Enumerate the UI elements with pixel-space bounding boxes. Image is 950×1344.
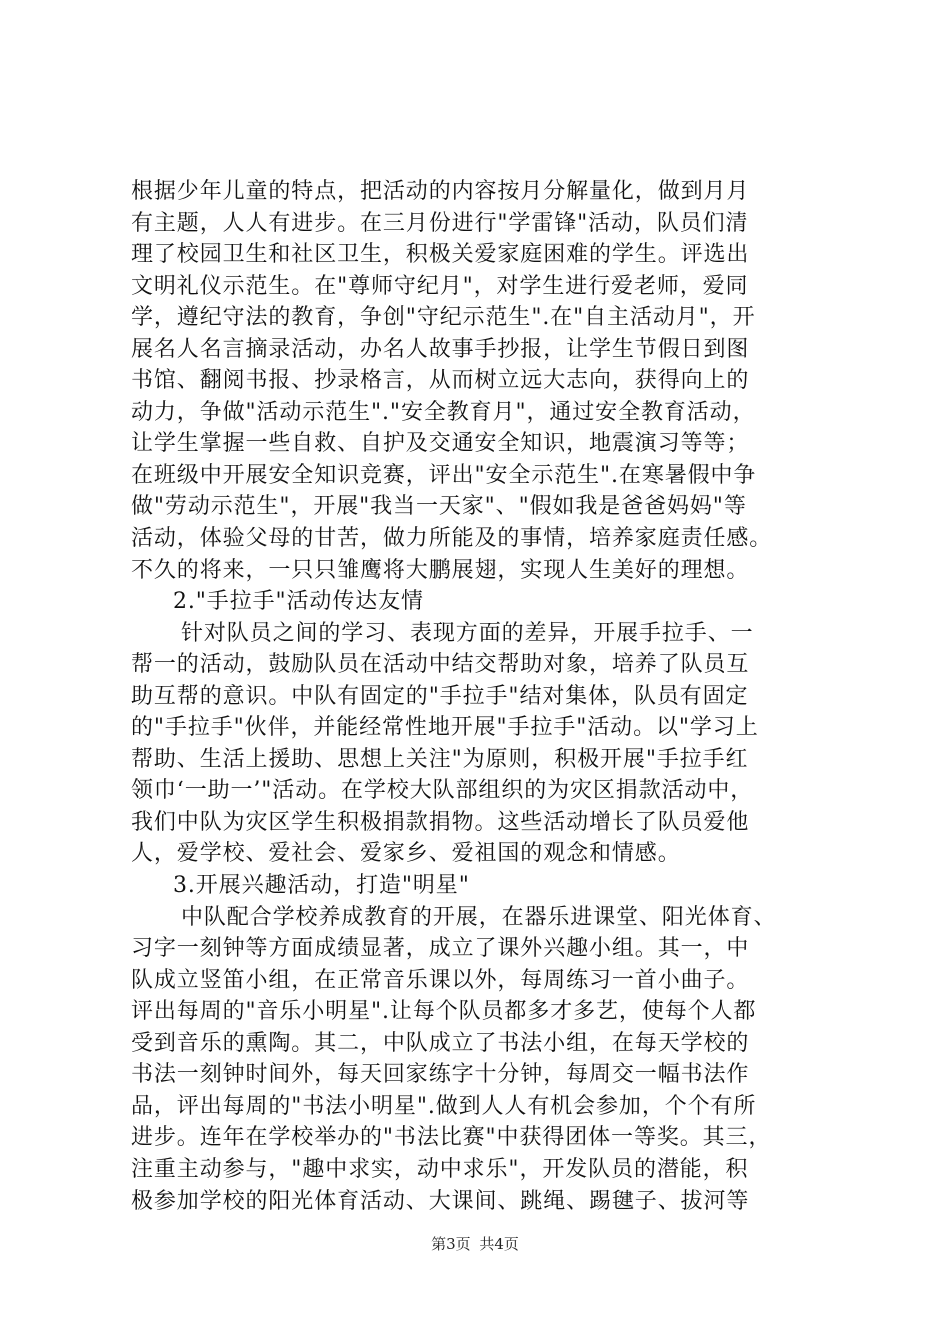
text-line: 品，评出每周的"书法小明星".做到人人有机会参加，个个有所 [131, 1093, 757, 1119]
text-line: 动力，争做"活动示范生"."安全教育月"，通过安全教育活动， [131, 399, 756, 425]
text-line: 书法一刻钟时间外，每天回家练字十分钟，每周交一幅书法作 [131, 1062, 750, 1088]
text-line: 极参加学校的阳光体育活动、大课间、跳绳、踢毽子、拔河等 [131, 1188, 750, 1214]
text-line: 领巾‘一助一’"活动。在学校大队部组织的为灾区捐款活动中， [131, 778, 754, 804]
text-line: 根据少年儿童的特点，把活动的内容按月分解量化，做到月月 [131, 179, 750, 204]
text-line: 帮一的活动，鼓励队员在活动中结交帮助对象，培养了队员互 [131, 652, 750, 678]
text-line: 我们中队为灾区学生积极捐款捐物。这些活动增长了队员爱他 [131, 809, 750, 835]
text-line: 中队配合学校养成教育的开展，在器乐进课堂、阳光体育、 [181, 904, 777, 930]
document-body [131, 176, 831, 1217]
text-line: 让学生掌握一些自救、自护及交通安全知识，地震演习等等； [131, 431, 750, 457]
text-line: 展名人名言摘录活动，办名人故事手抄报，让学生节假日到图 [131, 336, 750, 362]
text-line: 做"劳动示范生"，开展"我当一天家"、"假如我是爸爸妈妈"等 [131, 494, 747, 520]
page-number: 第3页 [431, 1235, 471, 1253]
section-heading: 3.开展兴趣活动，打造"明星" [173, 873, 470, 899]
text-line: 书馆、翻阅书报、抄录格言，从而树立远大志向，获得向上的 [131, 368, 750, 394]
text-line: 理了校园卫生和社区卫生，积极关爱家庭困难的学生。评选出 [131, 242, 750, 268]
section-heading: 2."手拉手"活动传达友情 [173, 589, 424, 615]
text-line: 注重主动参与，"趣中求实，动中求乐"，开发队员的潜能，积 [131, 1156, 749, 1182]
text-line: 活动，体验父母的甘苦，做力所能及的事情，培养家庭责任感。 [131, 526, 773, 552]
text-line: 针对队员之间的学习、表现方面的差异，开展手拉手、一 [181, 620, 754, 646]
text-line: 文明礼仪示范生。在"尊师守纪月"，对学生进行爱老师，爱同 [131, 273, 749, 299]
text-line: 人，爱学校、爱社会、爱家乡、爱祖国的观念和情感。 [131, 841, 681, 867]
text-line: 不久的将来，一只只雏鹰将大鹏展翅，实现人生美好的理想。 [131, 557, 750, 583]
text-line: 评出每周的"音乐小明星".让每个队员都多才多艺，使每个人都 [131, 999, 757, 1025]
text-line: 在班级中开展安全知识竞赛，评出"安全示范生".在寒暑假中争 [131, 462, 757, 488]
text-line: 的"手拉手"伙伴，并能经常性地开展"手拉手"活动。以"学习上 [131, 715, 759, 741]
text-line: 队成立竖笛小组，在正常音乐课以外，每周练习一首小曲子。 [131, 967, 750, 993]
page-footer [0, 1234, 950, 1254]
page-total: 共4页 [479, 1235, 519, 1253]
text-line: 受到音乐的熏陶。其二，中队成立了书法小组，在每天学校的 [131, 1030, 750, 1056]
text-line: 学，遵纪守法的教育，争创"守纪示范生".在"自主活动月"，开 [131, 305, 756, 331]
text-line: 习字一刻钟等方面成绩显著，成立了课外兴趣小组。其一，中 [131, 936, 750, 962]
text-line: 进步。连年在学校举办的"书法比赛"中获得团体一等奖。其三， [131, 1125, 772, 1151]
text-line: 帮助、生活上援助、思想上关注"为原则，积极开展"手拉手红 [131, 746, 749, 772]
text-line: 有主题，人人有进步。在三月份进行"学雷锋"活动，队员们清 [131, 210, 749, 236]
text-line: 助互帮的意识。中队有固定的"手拉手"结对集体，队员有固定 [131, 683, 749, 709]
